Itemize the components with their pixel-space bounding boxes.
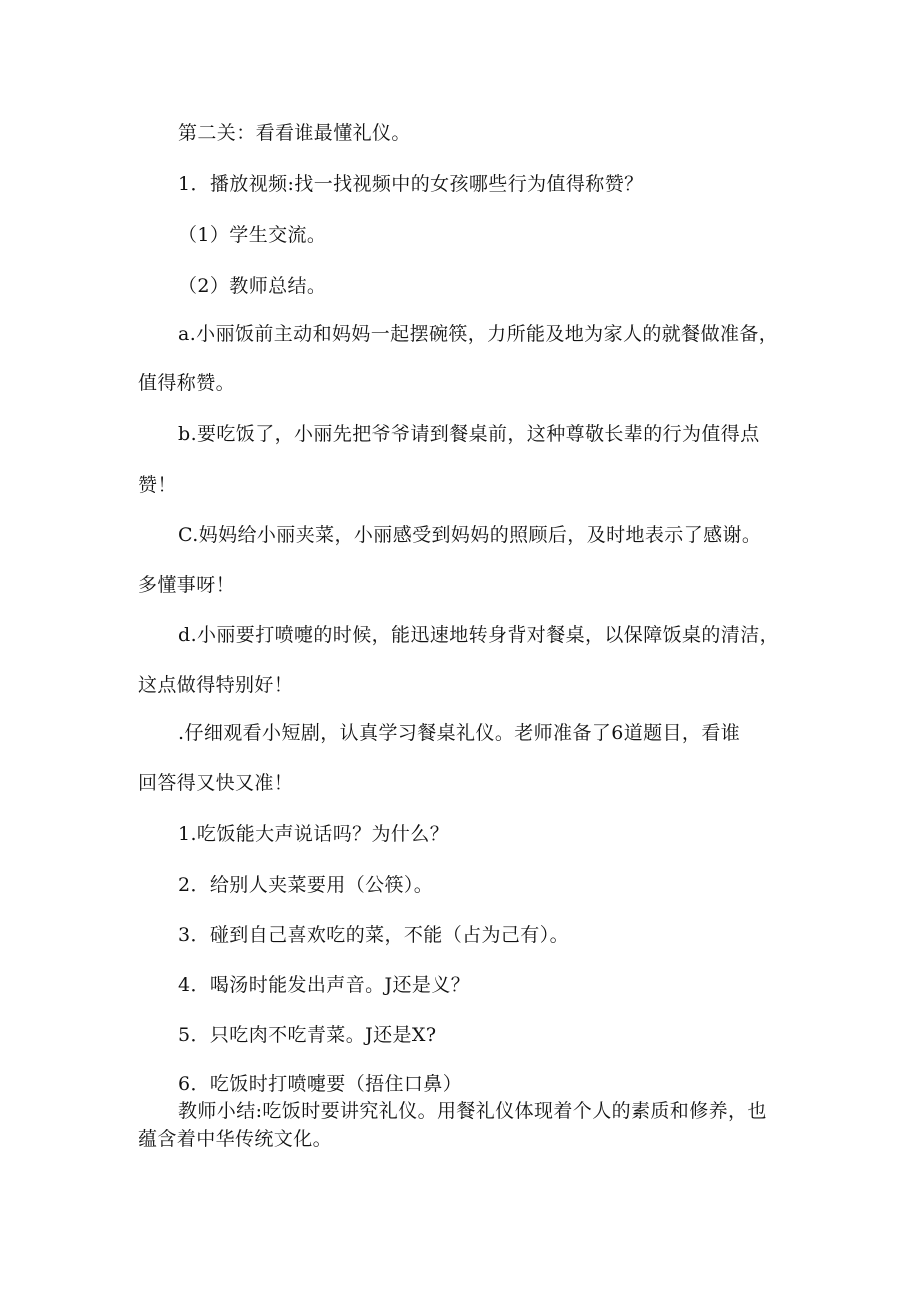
question-item: 4．喝汤时能发出声音。J还是义？ bbox=[178, 974, 471, 996]
paragraph-line: （1）学生交流。 bbox=[178, 224, 327, 246]
question-item: 2．给别人夹菜要用（公筷）。 bbox=[178, 874, 434, 896]
question-item: 6．吃饭时打喷嚏要（捂住口鼻） bbox=[178, 1073, 463, 1095]
paragraph-line: d.小丽要打喷嚏的时候，能迅速地转身背对餐桌，以保障饭桌的清洁， bbox=[178, 624, 780, 646]
summary-line: 蕴含着中华传统文化。 bbox=[138, 1128, 333, 1150]
paragraph-line: C.妈妈给小丽夹菜，小丽感受到妈妈的照顾后，及时地表示了感谢。 bbox=[178, 524, 762, 546]
question-item: 5．只吃肉不吃青菜。J还是X? bbox=[178, 1024, 437, 1046]
section-heading: 第二关：看看谁最懂礼仪。 bbox=[178, 122, 411, 144]
paragraph-line: a.小丽饭前主动和妈妈一起摆碗筷，力所能及地为家人的就餐做准备， bbox=[178, 323, 779, 345]
paragraph-line: 回答得又快又准！ bbox=[138, 772, 294, 794]
summary-line: 教师小结:吃饭时要讲究礼仪。用餐礼仪体现着个人的素质和修养，也 bbox=[178, 1100, 767, 1122]
paragraph-line: 赞！ bbox=[138, 474, 177, 496]
paragraph-line: 1．播放视频:找一找视频中的女孩哪些行为值得称赞？ bbox=[178, 173, 644, 195]
paragraph-line: .仔细观看小短剧，认真学习餐桌礼仪。老师准备了6道题目，看谁 bbox=[178, 722, 741, 744]
paragraph-line: b.要吃饭了，小丽先把爷爷请到餐桌前，这种尊敬长辈的行为值得点 bbox=[178, 423, 760, 445]
paragraph-line: 值得称赞。 bbox=[138, 372, 236, 394]
question-item: 1.吃饭能大声说话吗？为什么？ bbox=[178, 823, 450, 845]
paragraph-line: 这点做得特别好！ bbox=[138, 674, 294, 696]
paragraph-line: 多懂事呀！ bbox=[138, 574, 236, 596]
question-item: 3．碰到自己喜欢吃的菜，不能（占为己有）。 bbox=[178, 924, 569, 946]
paragraph-line: （2）教师总结。 bbox=[178, 275, 327, 297]
